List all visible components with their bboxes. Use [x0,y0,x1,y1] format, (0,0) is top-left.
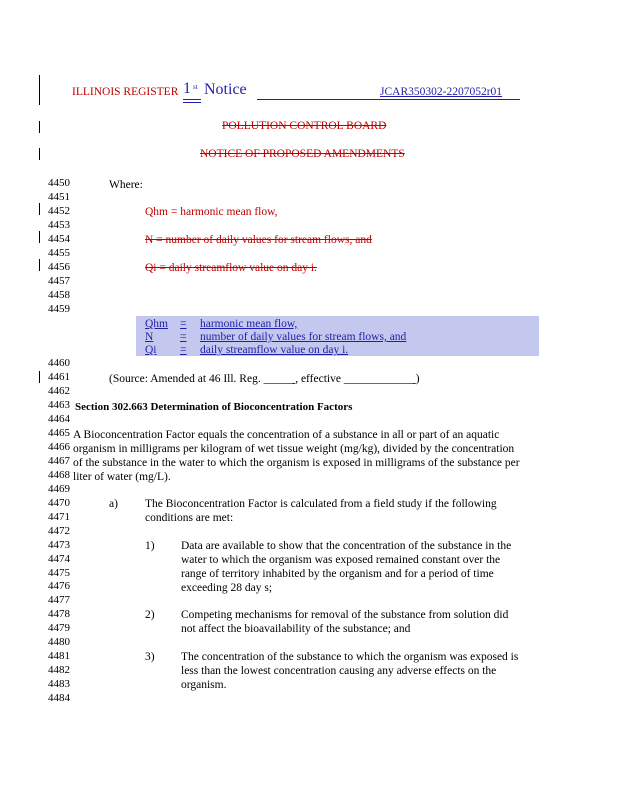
sub-item-line: water to which the organism was exposed remained constant over the [181,554,501,566]
line-number: 4459 [48,303,70,315]
new-def-symbol: N [145,331,154,343]
sub-item-label: 1) [145,540,155,552]
line-number: 4470 [48,497,70,509]
ordinal-mark: st [193,83,198,91]
new-def-text: daily streamflow value on day i. [200,344,349,356]
sub-item-line: The concentration of the substance to which the organism was exposed is [181,651,519,663]
line-number: 4480 [48,636,70,648]
new-def-text: harmonic mean flow, [200,318,298,330]
line-number: 4461 [48,371,70,383]
line-number: 4468 [48,469,70,481]
sub-item-line: organism. [181,679,227,691]
line-number: 4484 [48,691,70,704]
line-number: 4454 [48,233,70,245]
new-def-equals: = [180,318,187,330]
register-title: ILLINOIS REGISTER [72,86,179,98]
sub-item-line: Data are available to show that the concentration of the substance in the [181,540,512,552]
board-name: POLLUTION CONTROL BOARD [222,120,387,132]
document-id: JCAR350302-2207052r01 [380,86,503,98]
line-number: 4473 [48,538,70,551]
change-bar [39,371,40,383]
intro-line: liter of water (mg/L). [73,471,171,483]
line-number: 4457 [48,275,70,287]
sub-item-label: 3) [145,651,155,663]
change-bar [39,203,40,215]
line-number: 4482 [48,663,70,676]
old-def-n: N = number of daily values for stream flows, and [145,234,372,246]
line-number: 4463 [48,399,70,411]
line-number: 4467 [48,455,70,467]
double-underline-mark [183,99,201,103]
new-def-text: number of daily values for stream flows, and [200,331,407,343]
sub-item-label: 2) [145,609,155,621]
intro-line: organism in milligrams per kilogram of wet tissue weight (mg/kg), divided by the concentration [73,443,515,455]
old-def-qhm: Qhm = harmonic mean flow, [145,206,278,218]
line-number: 4456 [48,261,70,273]
line-number: 4469 [48,483,70,495]
line-number: 4465 [48,427,70,439]
item-a-line: The Bioconcentration Factor is calculated from a field study if the following [145,498,497,510]
line-number: 4452 [48,205,70,217]
line-number: 4462 [48,385,70,397]
sub-item-line: exceeding 28 day s; [181,582,273,594]
old-def-qi: Qi = daily streamflow value on day i. [145,262,317,274]
where-label: Where: [109,179,143,191]
source-note [109,372,420,386]
line-number: 4474 [48,552,70,565]
sub-item-line: range of territory inhabited by the organism and for a period of time [181,568,494,580]
change-bar [39,75,40,105]
line-number: 4476 [48,580,70,593]
line-number: 4477 [48,594,70,607]
notice-label: Notice [204,81,247,98]
intro-line: of the substance in the water to which the organism is exposed in milligrams of the substance per [73,457,520,469]
new-def-equals: = [180,331,187,343]
line-number: 4471 [48,510,70,523]
item-a-label: a) [109,498,118,510]
new-def-symbol: Qhm [145,318,168,330]
line-number: 4450 [48,177,70,189]
line-number: 4451 [48,191,70,203]
sub-item-line: less than the lowest concentration causing any adverse effects on the [181,665,497,677]
source-text: (Source: Amended at 46 Ill. Reg. _____ [109,373,293,385]
header-rule [257,99,520,100]
sub-item-line: not affect the bioavailability of the substance; and [181,623,411,635]
line-number: 4453 [48,219,70,231]
line-number: 4460 [48,357,70,369]
line-number: 4483 [48,677,70,690]
page-number: 1 [183,80,191,97]
line-number: 4458 [48,289,70,301]
line-number: 4475 [48,566,70,579]
section-title: Section 302.663 Determination of Bioconcentration Factors [75,401,353,413]
item-a-line: conditions are met: [145,512,234,524]
line-number: 4481 [48,649,70,662]
line-number: 4464 [48,413,70,425]
change-bar [39,148,40,160]
intro-line: A Bioconcentration Factor equals the concentration of a substance in all or part of an aquatic [73,429,500,441]
line-number: 4466 [48,441,70,453]
source-close: ) [415,373,420,385]
change-bar [39,231,40,243]
sub-item-line: Competing mechanisms for removal of the substance from solution did [181,609,509,621]
source-effective: , effective ____________ [295,373,413,385]
new-def-symbol: Qi [145,344,157,356]
change-bar [39,259,40,271]
notice-title: NOTICE OF PROPOSED AMENDMENTS [200,148,405,160]
new-def-equals: = [180,344,187,356]
line-number: 4478 [48,608,70,621]
change-bar [39,121,40,133]
line-number: 4479 [48,622,70,635]
line-number: 4455 [48,247,70,259]
line-number: 4472 [48,524,70,537]
